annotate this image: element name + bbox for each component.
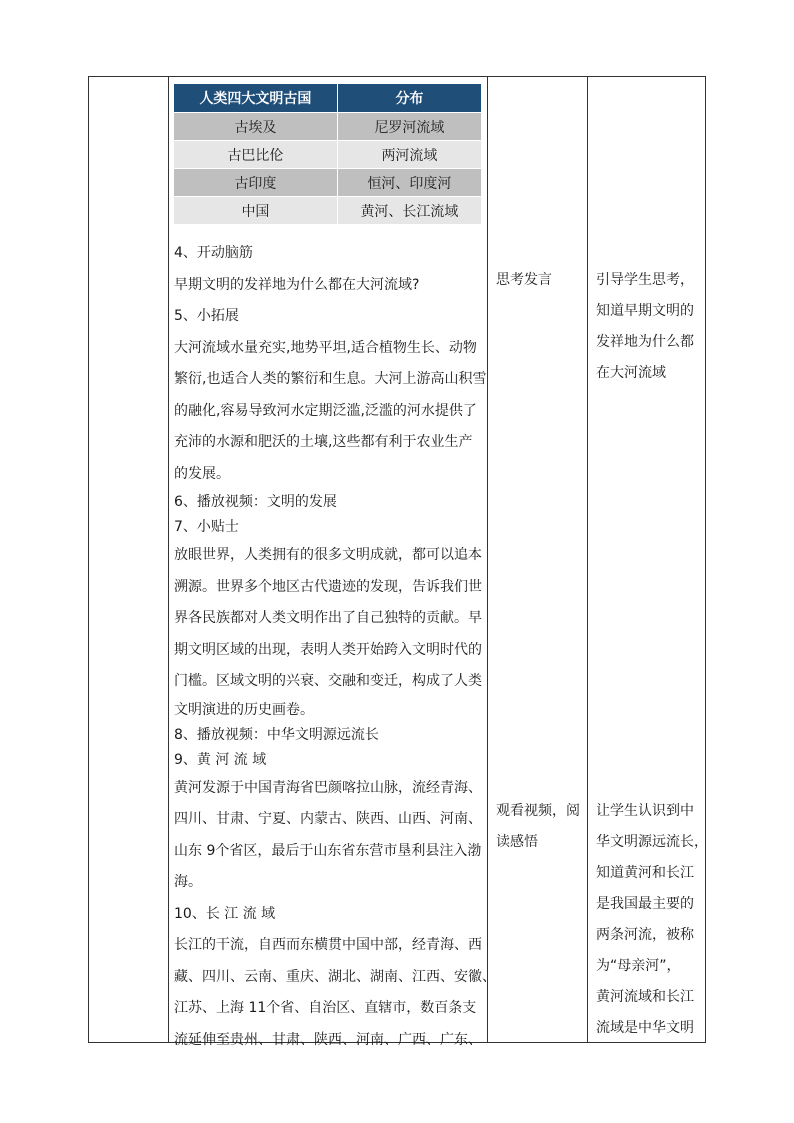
paragraph-line: 充沛的水源和肥沃的土壤,这些都有利于农业生产 [174, 434, 473, 450]
paragraph-line: 溯源。世界多个地区古代遗迹的发现，告诉我们世 [174, 578, 482, 595]
purpose-line: 在大河流域 [596, 365, 666, 381]
paragraph-line: 长江的干流，自西而东横贯中国中部，经青海、西 [174, 937, 482, 953]
table-cell: 恒河、印度河 [337, 169, 481, 197]
paragraph-line: 门槛。区域文明的兴衰、交融和变迁，构成了人类 [174, 673, 482, 689]
purpose-line: 黄河流域和长江 [596, 989, 694, 1005]
purpose-line: 让学生认识到中 [596, 803, 694, 819]
civilizations-table [174, 84, 482, 224]
paragraph-line: 山东 9个省区，最后于山东省东营市垦利县注入渤 [174, 842, 482, 859]
header-distribution: 分布 [337, 84, 481, 113]
paragraph-line: 期文明区域的出现，表明人类开始跨入文明时代的 [174, 641, 482, 658]
purpose-line: 两条河流，被称 [596, 927, 694, 943]
design-purpose-text [596, 265, 704, 389]
student-activity-text: 观看视频，阅读感悟 [496, 803, 580, 850]
purpose-line: 华文明源远流长， [596, 834, 708, 850]
purpose-line: 为“母亲河”， [596, 958, 681, 974]
table-cell: 古埃及 [174, 113, 337, 141]
table-row [174, 197, 482, 225]
paragraph-line: 放眼世界，人类拥有的很多文明成就，都可以追本 [174, 547, 482, 563]
section-title: 4、开动脑筋 [174, 245, 253, 261]
student-activity-cell [488, 77, 587, 1042]
purpose-line: 知道早期文明的 [596, 303, 694, 319]
purpose-line: 是我国最主要的 [596, 896, 694, 912]
question-text: 早期文明的发祥地为什么都在大河流域? [174, 276, 420, 293]
paragraph-line: 海。 [174, 874, 202, 890]
paragraph-line: 四川、甘肃、宁夏、内蒙古、陕西、山西、河南、 [174, 811, 482, 827]
section-title: 8、播放视频：中华文明源远流长 [174, 726, 379, 743]
table-cell: 中国 [174, 197, 337, 225]
header-civilization: 人类四大文明古国 [174, 84, 337, 113]
section-title: 6、播放视频：文明的发展 [174, 494, 337, 510]
paragraph-line: 大河流域水量充实,地势平坦,适合植物生长、动物 [174, 339, 477, 356]
paragraph-line: 的发展。 [174, 465, 230, 482]
paragraph-line: 繁衍,也适合人类的繁衍和生息。大河上游高山积雪 [174, 371, 487, 387]
table-cell: 古巴比伦 [174, 141, 337, 169]
section-title: 5、小拓展 [174, 308, 239, 324]
student-activity-text: 思考发言 [496, 272, 552, 288]
table-cell: 两河流域 [337, 141, 481, 169]
lesson-table [88, 76, 708, 1048]
table-cell: 黄河、长江流域 [337, 197, 481, 225]
paragraph-line: 江苏、上海 11个省、自治区、直辖市，数百条支 [174, 1000, 477, 1016]
table-row [174, 113, 482, 141]
purpose-line: 知道黄河和长江 [596, 865, 694, 881]
paragraph-line: 的融化,容易导致河水定期泛滥,泛滥的河水提供了 [174, 402, 477, 419]
section-title: 9、黄 河 流 域 [174, 751, 267, 768]
table-row [174, 169, 482, 197]
paragraph-line: 藏、四川、云南、重庆、湖北、湖南、江西、安徽、 [174, 968, 496, 985]
purpose-line: 流域是中华文明 [596, 1020, 694, 1036]
paragraph-line: 流延伸至贵州、甘肃、陕西、河南、广西、广东、 [174, 1031, 482, 1048]
purpose-line: 引导学生思考， [596, 272, 694, 288]
section-title: 7、小贴士 [174, 519, 239, 535]
teaching-content-cell [169, 77, 496, 1048]
table-cell: 古印度 [174, 169, 337, 197]
table-cell: 尼罗河流域 [337, 113, 481, 141]
design-purpose-cell [588, 77, 706, 1042]
paragraph-line: 界各民族都对人类文明作出了自己独特的贡献。早 [174, 610, 482, 626]
paragraph-line: 文明演进的历史画卷。 [174, 701, 314, 718]
purpose-line: 发祥地为什么都 [596, 334, 694, 350]
paragraph-line: 黄河发源于中国青海省巴颜喀拉山脉，流经青海、 [174, 779, 482, 796]
table-row [174, 141, 482, 169]
design-purpose-text [596, 796, 708, 1044]
section-title: 10、长 江 流 域 [174, 905, 276, 922]
